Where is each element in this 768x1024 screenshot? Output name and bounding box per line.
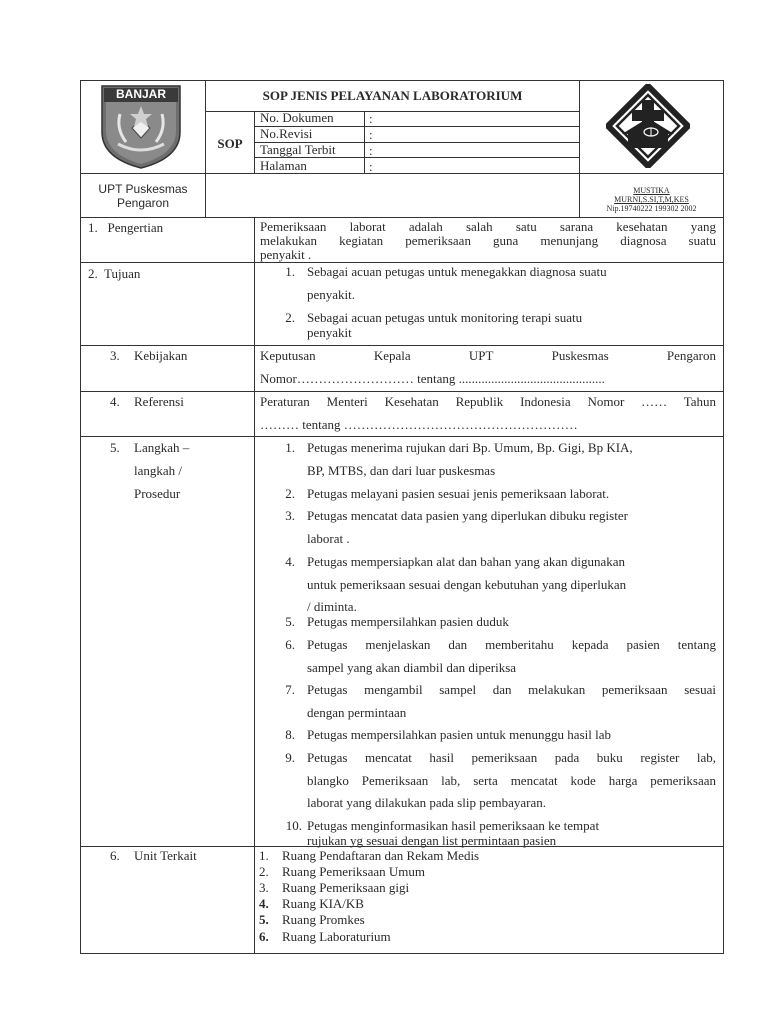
step-num-3: 3. [285, 508, 295, 523]
referensi-line-1: Peraturan Menteri Kesehatan Republik Indonesia Nomor …… Tahun [260, 394, 716, 409]
document-title: SOP JENIS PELAYANAN LABORATORIUM [262, 88, 523, 103]
step-6-line-2: sampel yang akan diambil dan diperiksa [307, 660, 517, 675]
unit-item-1: Ruang Pendaftaran dan Rekam Medis [282, 848, 480, 863]
kebijakan-line-1 [260, 348, 716, 364]
kebijakan-word: Puskesmas [551, 348, 609, 363]
meta-label-tanggal-terbit: Tanggal Terbit [260, 142, 336, 157]
unit-num-4: 4. [259, 896, 269, 911]
signer-nip: Nip.19740222 199302 2002 [606, 204, 697, 213]
kebijakan-word: Pengaron [666, 348, 716, 363]
step-1-line-1: Petugas menerima rujukan dari Bp. Umum, Bp. Gigi, Bp KIA, [307, 440, 633, 455]
tujuan-item-1-line-1: Sebagai acuan petugas untuk menegakkan diagnosa suatu [307, 264, 607, 279]
step-1-line-2: BP, MTBS, dan dari luar puskesmas [307, 463, 496, 478]
section-label-tujuan: 2. Tujuan [88, 266, 141, 281]
section-num-referensi: 4. [110, 394, 120, 409]
kebijakan-word: Kepala [373, 348, 411, 363]
step-5-line-1: Petugas mempersilahkan pasien duduk [307, 614, 509, 629]
step-num-2: 2. [285, 486, 295, 501]
step-10-line-1: Petugas menginformasikan hasil pemeriksaan ke tempat [307, 818, 600, 833]
step-num-8: 8. [285, 727, 295, 742]
org-name-line2: Pengaron [116, 196, 170, 210]
section-num-unit-terkait: 6. [110, 848, 120, 863]
unit-item-5: Ruang Promkes [282, 912, 365, 927]
logo-text: BANJAR [115, 87, 166, 101]
kebijakan-word: UPT [468, 348, 494, 363]
pengertian-line-2: melakukan kegiatan pemeriksaan guna menunjang diagnosa suatu [260, 233, 716, 248]
step-4-line-1: Petugas mempersiapkan alat dan bahan yang akan digunakan [307, 554, 626, 569]
step-num-4: 4. [285, 554, 295, 569]
step-7-line-2: dengan permintaan [307, 705, 407, 720]
unit-item-2: Ruang Pemeriksaan Umum [282, 864, 425, 879]
step-3-line-2: laborat . [307, 531, 350, 546]
section-label-langkah-line-1: Langkah – [134, 440, 190, 455]
section-label-pengertian: 1. Pengertian [88, 220, 164, 235]
pengertian-line-3: penyakit . [260, 247, 312, 262]
unit-item-6: Ruang Laboraturium [282, 929, 391, 944]
section-label-langkah-line-3: Prosedur [134, 486, 181, 501]
section-label-referensi: Referensi [134, 394, 184, 409]
unit-item-4: Ruang KIA/KB [282, 896, 364, 911]
unit-num-5: 5. [259, 912, 269, 927]
step-3-line-1: Petugas mencatat data pasien yang diperlukan dibuku register [307, 508, 628, 523]
banjar-logo [98, 84, 184, 170]
puskesmas-logo [606, 84, 690, 168]
pengertian-line-1: Pemeriksaan laborat adalah salah satu sarana kesehatan yang [260, 219, 716, 234]
unit-num-2: 2. [259, 864, 269, 879]
tujuan-num-2: 2. [285, 310, 295, 325]
step-num-10: 10. [285, 818, 302, 833]
sop-label: SOP [217, 136, 243, 151]
step-num-1: 1. [285, 440, 295, 455]
unit-num-6: 6. [259, 929, 269, 944]
step-9-line-3: laborat yang dilakukan pada slip pembayaran. [307, 795, 546, 810]
step-num-7: 7. [285, 682, 295, 697]
tujuan-item-2-line-2: penyakit [307, 325, 352, 340]
section-num-kebijakan: 3. [110, 348, 120, 363]
signer-name-line1: MUSTIKA [633, 186, 670, 195]
referensi-line-2: ……… tentang ……………………………………………… [260, 417, 578, 432]
meta-label-halaman: Halaman [260, 158, 307, 173]
tujuan-item-1-line-2: penyakit. [307, 287, 356, 302]
unit-num-1: 1. [259, 848, 269, 863]
unit-item-3: Ruang Pemeriksaan gigi [282, 880, 410, 895]
kebijakan-line-2: Nomor……………………… tentang ............................................. [260, 371, 605, 386]
step-6-line-1: Petugas menjelaskan dan memberitahu kepada pasien tentang [307, 637, 716, 652]
step-2-line-1: Petugas melayani pasien sesuai jenis pemeriksaan laborat. [307, 486, 610, 501]
step-4-line-3: / diminta. [307, 599, 357, 614]
tujuan-item-2-line-1: Sebagai acuan petugas untuk monitoring terapi suatu [307, 310, 583, 325]
section-label-langkah-line-2: langkah / [134, 463, 183, 478]
meta-value-no-dokumen: : [369, 111, 373, 126]
section-num-langkah: 5. [110, 440, 120, 455]
meta-value-halaman: : [369, 159, 373, 174]
step-7-line-1: Petugas mengambil sampel dan melakukan pemeriksaan sesuai [307, 682, 716, 697]
signer-name-line2: MURNI,S.SI,T,M,KES [614, 195, 689, 204]
step-9-line-1: Petugas mencatat hasil pemeriksaan pada buku register lab, [307, 750, 716, 765]
step-num-6: 6. [285, 637, 295, 652]
step-10-line-2: rujukan yg sesuai dengan list permintaan pasien [307, 833, 557, 848]
step-num-5: 5. [285, 614, 295, 629]
kebijakan-word: Keputusan [260, 348, 316, 363]
meta-value-tanggal-terbit: : [369, 143, 373, 158]
step-4-line-2: untuk pemeriksaan sesuai dengan kebutuhan yang diperlukan [307, 577, 627, 592]
step-num-9: 9. [285, 750, 295, 765]
org-name-line1: UPT Puskesmas [98, 182, 188, 196]
meta-label-no-dokumen: No. Dokumen [260, 110, 334, 125]
meta-value-no-revisi: : [369, 127, 373, 142]
tujuan-num-1: 1. [285, 264, 295, 279]
step-9-line-2: blangko Pemeriksaan lab, serta mencatat kode harga pemeriksaan [307, 773, 716, 788]
section-label-unit-terkait: Unit Terkait [134, 848, 197, 863]
unit-num-3: 3. [259, 880, 269, 895]
section-label-kebijakan: Kebijakan [134, 348, 188, 363]
step-8-line-1: Petugas mempersilahkan pasien untuk menunggu hasil lab [307, 727, 611, 742]
meta-label-no-revisi: No.Revisi [260, 126, 313, 141]
